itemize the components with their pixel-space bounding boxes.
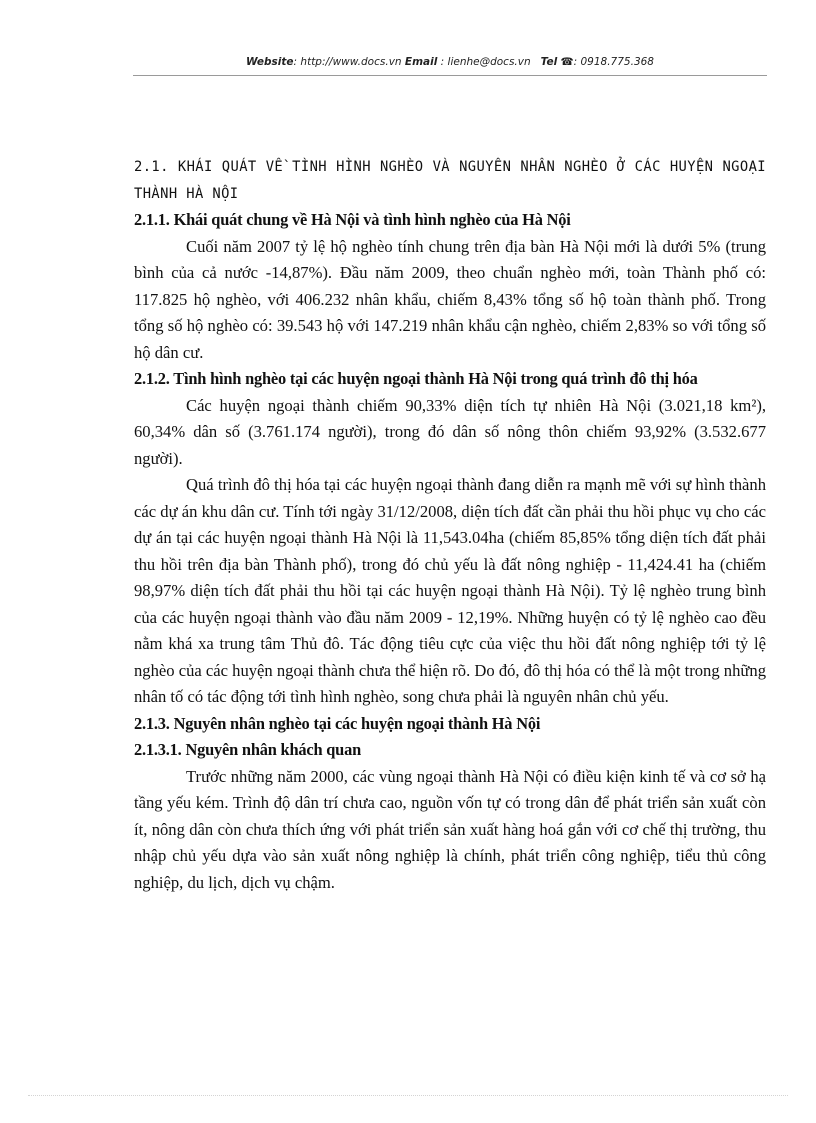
paragraph: Cuối năm 2007 tỷ lệ hộ nghèo tính chung trên địa bàn Hà Nội mới là dưới 5% (trung bình của cả nước -14,87%). Đầu năm 2009, theo chuẩn nghèo mới, toàn Thành phố có: 117.825 hộ nghèo, với 406.232 nhân khẩu, chiếm 8,43% tổng số hộ toàn thành phố. Trong tổng số hộ nghèo có: 39.543 hộ với 147.219 nhân khẩu cận nghèo, chiếm 2,83% so với tổng số hộ dân cư. [134, 236, 766, 362]
telephone-icon: ☎ [560, 56, 574, 68]
paragraph: Quá trình đô thị hóa tại các huyện ngoại thành đang diễn ra mạnh mẽ với sự hình thành các dự án khu dân cư. Tính tới ngày 31/12/2008, diện tích đất cần phải thu hồi phục vụ cho các dự án tại các huyện ngoại thành Hà Nội là 11,543.04ha (chiếm 85,85% tổng diện tích đất phải thu hồi trên địa bàn Thành phố), trong đó chủ yếu là đất nông nghiệp - 11,424.41 ha (chiếm 98,97% diện tích đất phải thu hồi tại các huyện ngoại thành Hà Nội). Tỷ lệ nghèo trung bình của các huyện ngoại thành vào đầu năm 2009 - 12,19%. Những huyện có tỷ lệ nghèo cao đều nằm khá xa trung tâm Thủ đô. Tác động tiêu cực của việc thu hồi đất nông nghiệp tới tỷ lệ nghèo của các huyện ngoại thành chưa thể hiện rõ. Do đó, đô thị hóa có thể là một trong những nhân tố có tác động tới tình hình nghèo, song chưa phải là nguyên nhân chủ yếu. [134, 475, 766, 706]
document-body [134, 154, 766, 896]
footer-divider [28, 1095, 788, 1096]
email-label: Email [404, 56, 438, 68]
website-label: Website [246, 56, 294, 68]
header-divider [133, 75, 767, 76]
website-value: : http://www.docs.vn [293, 56, 402, 68]
paragraph: Trước những năm 2000, các vùng ngoại thành Hà Nội có điều kiện kinh tế và cơ sở hạ tầng yếu kém. Trình độ dân trí chưa cao, nguồn vốn tự có trong dân để phát triển sản xuất còn ít, nông dân còn chưa thích ứng với phát triển sản xuất hàng hoá gắn với cơ chế thị trường, thu nhập chủ yếu dựa vào sản xuất nông nghiệp là chính, phát triển công nghiệp, tiểu thủ công nghiệp, du lịch, dịch vụ chậm. [134, 766, 766, 892]
tel-label: Tel [540, 56, 558, 68]
tel-value: : 0918.775.368 [573, 56, 654, 68]
heading-2-1-3: 2.1.3. Nguyên nhân nghèo tại các huyện ngoại thành Hà Nội [134, 713, 541, 733]
heading-2-1-3-1: 2.1.3.1. Nguyên nhân khách quan [134, 740, 361, 759]
section-title: 2.1. KHÁI QUÁT VỀ TÌNH HÌNH NGHÈO VÀ NGUYÊN NHÂN NGHÈO Ở CÁC HUYỆN NGOẠI THÀNH HÀ NỘI [134, 159, 766, 202]
page-header [133, 56, 767, 68]
paragraph: Các huyện ngoại thành chiếm 90,33% diện tích tự nhiên Hà Nội (3.021,18 km²), 60,34% dân số (3.761.174 người), trong đó dân số nông thôn chiếm 93,92% (3.532.677 người). [134, 395, 766, 468]
heading-2-1-1: 2.1.1. Khái quát chung về Hà Nội và tình hình nghèo của Hà Nội [134, 210, 571, 229]
email-value: : lienhe@docs.vn [440, 56, 531, 68]
heading-2-1-2: 2.1.2. Tình hình nghèo tại các huyện ngoại thành Hà Nội trong quá trình đô thị hóa [134, 369, 698, 388]
